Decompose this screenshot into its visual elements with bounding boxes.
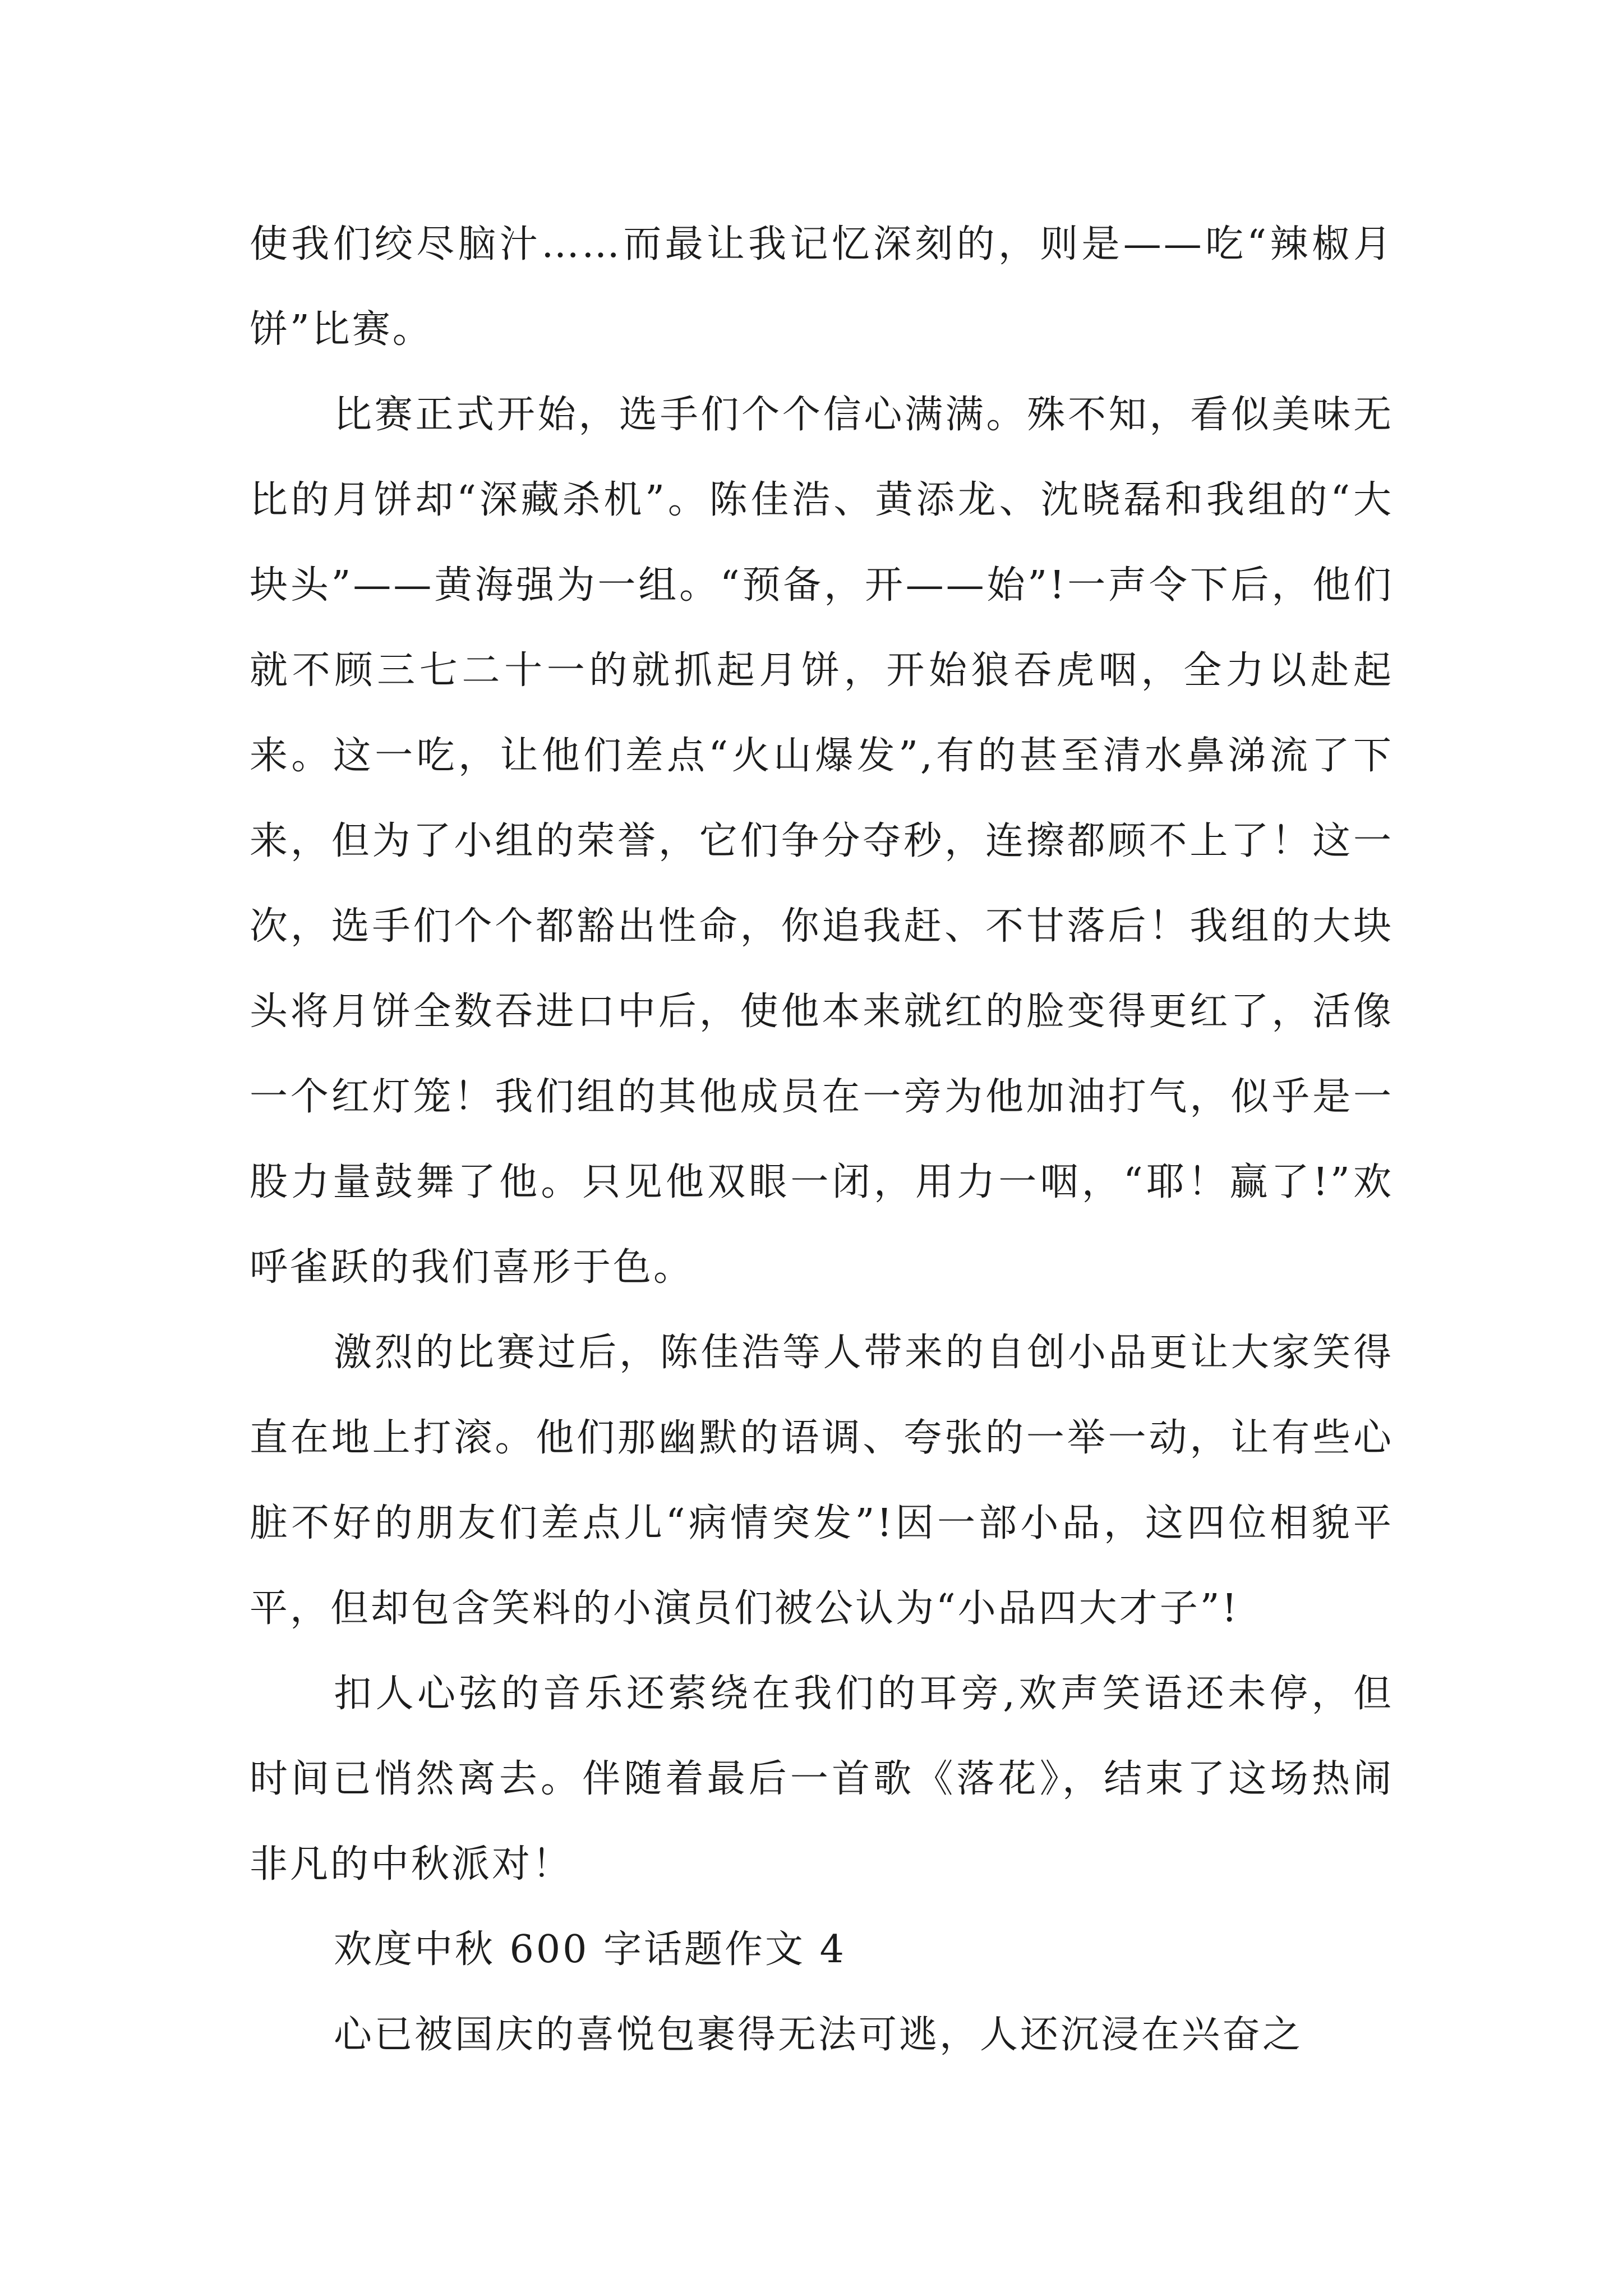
paragraph-2: 比赛正式开始，选手们个个信心满满。殊不知，看似美味无比的月饼却“深藏杀机”。陈佳浩、黄添龙、沈晓磊和我组的“大块头”——黄海强为一组。“预备，开——始”!一声令下后，他们就不顾三七二十一的就抓起月饼，开始狼吞虎咽，全力以赴起来。这一吃，让他们差点“火山爆发”,有的甚至清水鼻涕流了下来，但为了小组的荣誉，它们争分夺秒，连擦都顾不上了！这一次，选手们个个都豁出性命，你追我赶、不甘落后！我组的大块头将月饼全数吞进口中后，使他本来就红的脸变得更红了，活像一个红灯笼！我们组的其他成员在一旁为他加油打气，似乎是一股力量鼓舞了他。只见他双眼一闭，用力一咽，“耶！赢了!”欢呼雀跃的我们喜形于色。 xyxy=(250,393,1394,1290)
paragraph-1: 使我们绞尽脑汁……而最让我记忆深刻的，则是——吃“辣椒月饼”比赛。 xyxy=(250,222,1394,352)
document-body xyxy=(250,202,1394,2078)
paragraph-3: 激烈的比赛过后，陈佳浩等人带来的自创小品更让大家笑得直在地上打滚。他们那幽默的语调、夸张的一举一动，让有些心脏不好的朋友们差点儿“病情突发”!因一部小品，这四位相貌平平，但却包含笑料的小演员们被公认为“小品四大才子”! xyxy=(250,1331,1394,1631)
paragraph-5: 心已被国庆的喜悦包裹得无法可逃，人还沉浸在兴奋之 xyxy=(334,2013,1303,2057)
essay-heading: 欢度中秋 600 字话题作文 4 xyxy=(334,1927,846,1972)
paragraph-4: 扣人心弦的音乐还萦绕在我们的耳旁,欢声笑语还未停，但时间已悄然离去。伴随着最后一首歌《落花》，结束了这场热闹非凡的中秋派对！ xyxy=(250,1672,1394,1887)
